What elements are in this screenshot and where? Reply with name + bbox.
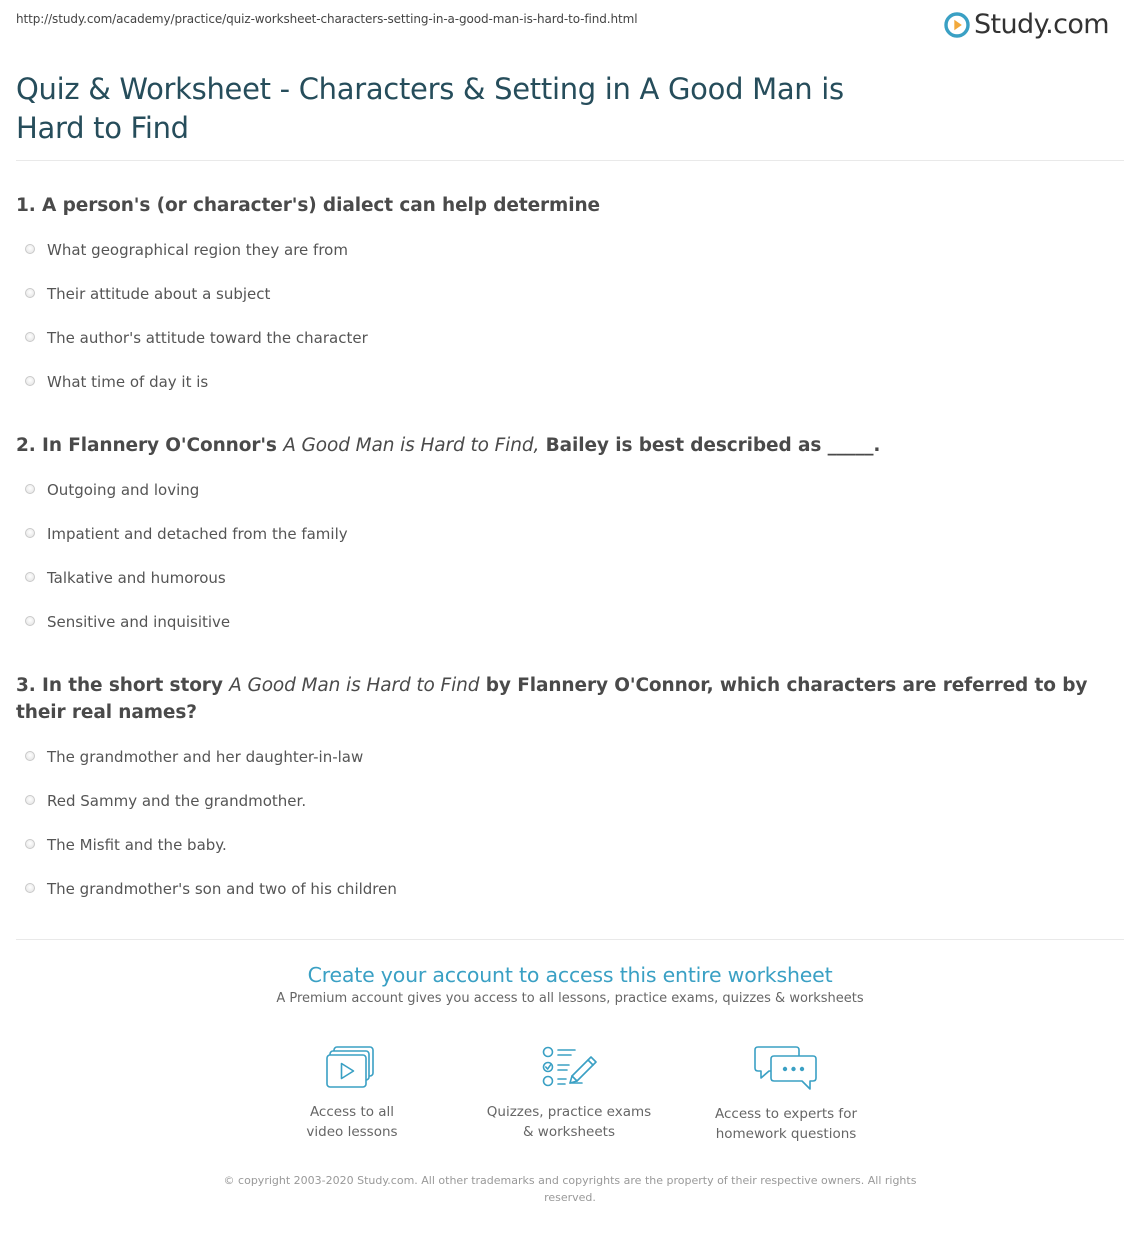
answer-option[interactable] bbox=[16, 512, 1116, 556]
radio-button[interactable] bbox=[25, 528, 35, 538]
question-text-start: 1. A person's (or character's) dialect can help determine bbox=[16, 195, 600, 216]
radio-button[interactable] bbox=[25, 484, 35, 494]
logo-text: Study.com bbox=[974, 9, 1109, 40]
feature-label bbox=[686, 1104, 886, 1144]
answer-label: The grandmother and her daughter-in-law bbox=[47, 748, 364, 766]
feature-label-line: & worksheets bbox=[522, 1124, 615, 1140]
study-logo[interactable] bbox=[944, 9, 1109, 41]
copyright-notice: © copyright 2003-2020 Study.com. All other trademarks and copyrights are the property of their respective owners. All rights reserved. bbox=[223, 1174, 917, 1204]
answer-option[interactable] bbox=[16, 735, 1116, 779]
questions-divider bbox=[16, 939, 1124, 940]
answer-option[interactable] bbox=[16, 316, 1116, 360]
page-title: Quiz & Worksheet - Characters & Setting in A Good Man is Hard to Find bbox=[16, 72, 844, 145]
question-text-start: 3. In the short story bbox=[16, 675, 230, 696]
answer-option[interactable] bbox=[16, 779, 1116, 823]
answer-option[interactable] bbox=[16, 867, 1116, 911]
answer-option[interactable] bbox=[16, 556, 1116, 600]
feature-label bbox=[469, 1102, 669, 1142]
feature-label-line: video lessons bbox=[306, 1124, 398, 1140]
answer-option[interactable] bbox=[16, 823, 1116, 867]
radio-button[interactable] bbox=[25, 751, 35, 761]
feature-label-line: Access to all bbox=[309, 1104, 395, 1120]
chat-bubbles-icon bbox=[754, 1044, 818, 1092]
radio-button[interactable] bbox=[25, 332, 35, 342]
question-text-italic: A Good Man is Hard to Find bbox=[229, 675, 480, 696]
quiz-checklist-icon bbox=[541, 1044, 597, 1090]
radio-button[interactable] bbox=[25, 839, 35, 849]
feature-quizzes bbox=[469, 1044, 669, 1142]
radio-button[interactable] bbox=[25, 244, 35, 254]
radio-button[interactable] bbox=[25, 616, 35, 626]
question-text bbox=[16, 192, 1116, 219]
page-url: http://study.com/academy/practice/quiz-worksheet-characters-setting-in-a-good-man-is-hard-to-find.html bbox=[16, 12, 638, 26]
title-divider bbox=[16, 160, 1124, 161]
answer-option[interactable] bbox=[16, 600, 1116, 644]
answer-label: Talkative and humorous bbox=[47, 569, 226, 587]
answer-option[interactable] bbox=[16, 360, 1116, 404]
answer-option[interactable] bbox=[16, 228, 1116, 272]
answer-label: Outgoing and loving bbox=[47, 481, 200, 499]
question-3 bbox=[16, 672, 1116, 911]
answer-label: Sensitive and inquisitive bbox=[47, 613, 231, 631]
feature-experts bbox=[686, 1044, 886, 1144]
answer-option[interactable] bbox=[16, 272, 1116, 316]
answer-label: The Misfit and the baby. bbox=[47, 836, 227, 854]
cta-title[interactable]: Create your account to access this entire worksheet bbox=[307, 963, 833, 987]
radio-button[interactable] bbox=[25, 288, 35, 298]
answer-list bbox=[16, 228, 1116, 404]
question-text-italic: A Good Man is Hard to Find, bbox=[283, 435, 540, 456]
question-2 bbox=[16, 432, 1116, 644]
question-text bbox=[16, 432, 1116, 459]
answer-label: The grandmother's son and two of his children bbox=[47, 880, 397, 898]
answer-list bbox=[16, 735, 1116, 911]
feature-label-line: Access to experts for bbox=[714, 1106, 857, 1122]
question-text bbox=[16, 672, 1116, 726]
question-1 bbox=[16, 192, 1116, 404]
play-circle-icon bbox=[944, 12, 970, 38]
question-text-end: Bailey is best described as _____. bbox=[539, 435, 881, 456]
answer-option[interactable] bbox=[16, 468, 1116, 512]
feature-label-line: homework questions bbox=[715, 1126, 857, 1142]
feature-label-line: Quizzes, practice exams bbox=[486, 1104, 652, 1120]
answer-label: Impatient and detached from the family bbox=[47, 525, 348, 543]
feature-label bbox=[252, 1102, 452, 1142]
radio-button[interactable] bbox=[25, 572, 35, 582]
answer-list bbox=[16, 468, 1116, 644]
question-text-end: by Flannery O'Connor, which characters are referred to by their real names? bbox=[16, 675, 1088, 723]
cta-subtitle: A Premium account gives you access to all lessons, practice exams, quizzes & worksheets bbox=[276, 991, 864, 1006]
signup-cta bbox=[0, 962, 1140, 1006]
answer-label: Their attitude about a subject bbox=[47, 285, 271, 303]
question-text-start: 2. In Flannery O'Connor's bbox=[16, 435, 284, 456]
radio-button[interactable] bbox=[25, 883, 35, 893]
feature-video-lessons bbox=[252, 1044, 452, 1142]
answer-label: The author's attitude toward the character bbox=[47, 329, 368, 347]
answer-label: Red Sammy and the grandmother. bbox=[47, 792, 307, 810]
radio-button[interactable] bbox=[25, 376, 35, 386]
answer-label: What time of day it is bbox=[47, 373, 209, 391]
radio-button[interactable] bbox=[25, 795, 35, 805]
video-lessons-icon bbox=[325, 1044, 379, 1090]
answer-label: What geographical region they are from bbox=[47, 241, 348, 259]
